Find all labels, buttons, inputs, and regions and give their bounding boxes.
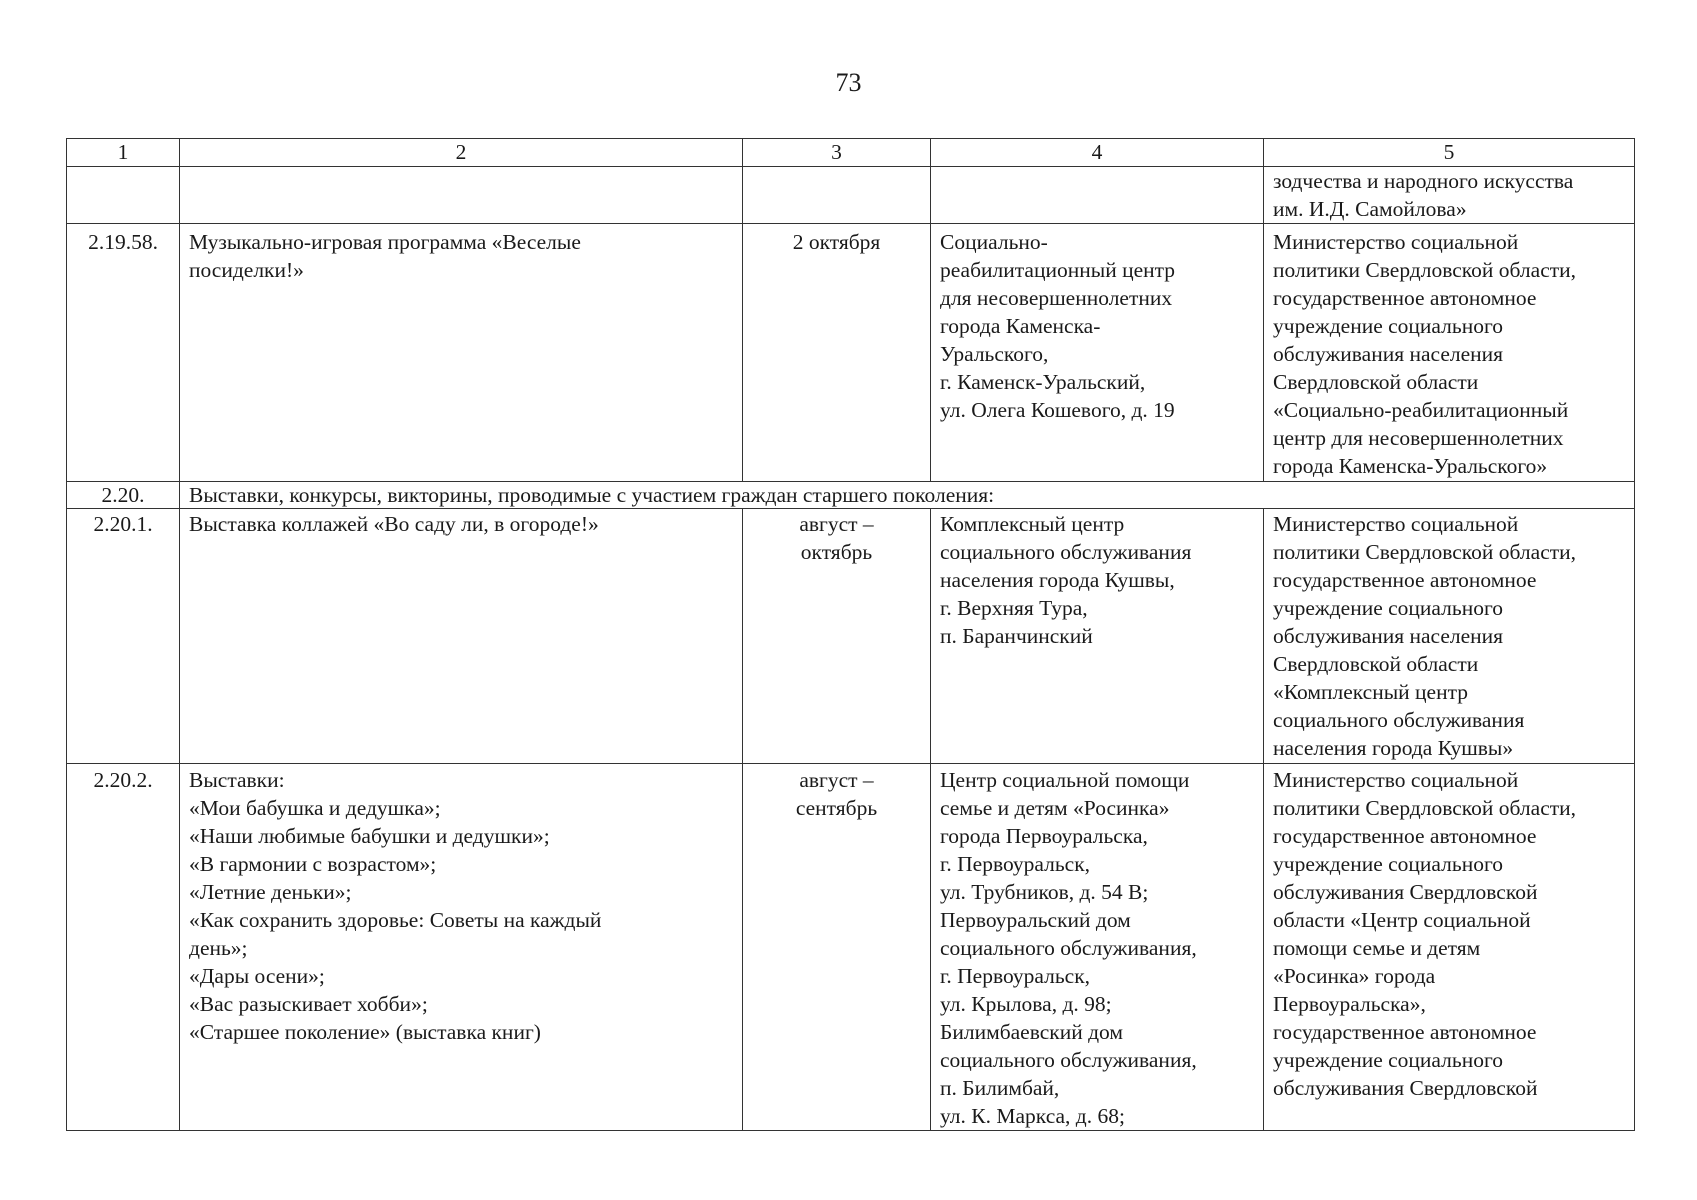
place-line: социального обслуживания — [940, 540, 1192, 564]
org-line: обслуживания Свердловской — [1273, 880, 1538, 904]
date-line: 2 октября — [792, 230, 881, 254]
title-line: Музыкально-игровая программа «Веселые — [189, 230, 581, 254]
org-line: населения города Кушвы» — [1273, 736, 1514, 760]
org-line: социального обслуживания — [1273, 708, 1525, 732]
cell-num — [67, 167, 180, 224]
place-line: населения города Кушвы, — [940, 568, 1175, 592]
place-line: социального обслуживания, — [940, 1048, 1197, 1072]
cell-place — [931, 764, 1264, 1131]
title-line: «Старшее поколение» (выставка книг) — [189, 1020, 541, 1044]
org-line: учреждение социального — [1273, 1048, 1503, 1072]
table-row-continuation — [67, 167, 1635, 224]
org-line: им. И.Д. Самойлова» — [1273, 197, 1467, 221]
place-line: для несовершеннолетних — [940, 286, 1173, 310]
place-line: Первоуральский дом — [940, 908, 1131, 932]
header-col-1: 1 — [67, 139, 180, 167]
section-heading: Выставки, конкурсы, викторины, проводимые с участием граждан старшего поколения: — [180, 482, 1635, 509]
place-line: семье и детям «Росинка» — [940, 796, 1170, 820]
org-line: государственное автономное — [1273, 824, 1537, 848]
cell-date — [743, 224, 931, 482]
place-line: г. Каменск-Уральский, — [940, 370, 1146, 394]
header-row — [67, 139, 1635, 167]
place-line: г. Первоуральск, — [940, 852, 1091, 876]
org-line: политики Свердловской области, — [1273, 796, 1577, 820]
place-line: Уральского, — [940, 342, 1049, 366]
cell-place — [931, 167, 1264, 224]
header-col-4: 4 — [931, 139, 1264, 167]
place-line: ул. Трубников, д. 54 В; — [940, 880, 1149, 904]
cell-title — [180, 764, 743, 1131]
cell-date — [743, 167, 931, 224]
org-line: Министерство социальной — [1273, 512, 1519, 536]
place-line: Комплексный центр — [940, 512, 1125, 536]
org-line: зодчества и народного искусства — [1273, 169, 1574, 193]
org-line: государственное автономное — [1273, 286, 1537, 310]
title-line: Выставки: — [189, 768, 285, 792]
table-row-2-20-1 — [67, 509, 1635, 764]
org-line: учреждение социального — [1273, 314, 1503, 338]
title-line: «В гармонии с возрастом»; — [189, 852, 437, 876]
place-line: г. Первоуральск, — [940, 964, 1091, 988]
cell-title — [180, 509, 743, 764]
cell-title — [180, 167, 743, 224]
header-col-2: 2 — [180, 139, 743, 167]
place-line: реабилитационный центр — [940, 258, 1176, 282]
org-line: области «Центр социальной — [1273, 908, 1531, 932]
table-row-2-20-2 — [67, 764, 1635, 1131]
cell-date — [743, 509, 931, 764]
cell-place — [931, 509, 1264, 764]
place-line: Социально- — [940, 230, 1048, 254]
org-line: государственное автономное — [1273, 568, 1537, 592]
org-line: Министерство социальной — [1273, 768, 1519, 792]
cell-place — [931, 224, 1264, 482]
date-line: август – — [799, 768, 874, 792]
title-line: «Дары осени»; — [189, 964, 325, 988]
cell-num: 2.19.58. — [67, 224, 180, 482]
org-line: помощи семье и детям — [1273, 936, 1481, 960]
org-line: обслуживания населения — [1273, 624, 1504, 648]
place-line: ул. К. Маркса, д. 68; — [940, 1104, 1125, 1128]
cell-org — [1264, 764, 1635, 1131]
place-line: ул. Крылова, д. 98; — [940, 992, 1112, 1016]
cell-num: 2.20.2. — [67, 764, 180, 1131]
events-table — [66, 138, 1635, 1131]
cell-title — [180, 224, 743, 482]
org-line: Первоуральска», — [1273, 992, 1426, 1016]
title-line: «Вас разыскивает хобби»; — [189, 992, 428, 1016]
cell-num: 2.20.1. — [67, 509, 180, 764]
date-line: октябрь — [800, 540, 873, 564]
place-line: Центр социальной помощи — [940, 768, 1190, 792]
page-number: 73 — [835, 68, 862, 97]
org-line: политики Свердловской области, — [1273, 258, 1577, 282]
title-line: Выставка коллажей «Во саду ли, в огороде!» — [189, 512, 599, 536]
org-line: «Росинка» города — [1273, 964, 1436, 988]
table-row-2-19-58 — [67, 224, 1635, 482]
place-line: города Первоуральска, — [940, 824, 1148, 848]
title-line: «Как сохранить здоровье: Советы на каждый — [189, 908, 602, 932]
place-line: ул. Олега Кошевого, д. 19 — [940, 398, 1175, 422]
org-line: обслуживания Свердловской — [1273, 1076, 1538, 1100]
header-col-5: 5 — [1264, 139, 1635, 167]
title-line: посиделки!» — [189, 258, 304, 282]
org-line: политики Свердловской области, — [1273, 540, 1577, 564]
place-line: социального обслуживания, — [940, 936, 1197, 960]
title-line: «Летние деньки»; — [189, 880, 352, 904]
cell-org — [1264, 509, 1635, 764]
table-row-section-2-20 — [67, 482, 1635, 509]
title-line: «Мои бабушка и дедушка»; — [189, 796, 441, 820]
org-line: учреждение социального — [1273, 596, 1503, 620]
place-line: п. Баранчинский — [940, 624, 1093, 648]
cell-num: 2.20. — [67, 482, 180, 509]
date-line: август – — [799, 512, 874, 536]
cell-org — [1264, 224, 1635, 482]
org-line: Свердловской области — [1273, 370, 1479, 394]
place-line: города Каменска- — [940, 314, 1101, 338]
org-line: «Комплексный центр — [1273, 680, 1468, 704]
org-line: учреждение социального — [1273, 852, 1503, 876]
org-line: «Социально-реабилитационный — [1273, 398, 1569, 422]
cell-date — [743, 764, 931, 1131]
org-line: государственное автономное — [1273, 1020, 1537, 1044]
place-line: п. Билимбай, — [940, 1076, 1060, 1100]
date-line: сентябрь — [795, 796, 878, 820]
place-line: г. Верхняя Тура, — [940, 596, 1088, 620]
org-line: центр для несовершеннолетних — [1273, 426, 1564, 450]
cell-org — [1264, 167, 1635, 224]
org-line: Свердловской области — [1273, 652, 1479, 676]
org-line: Министерство социальной — [1273, 230, 1519, 254]
title-line: «Наши любимые бабушки и дедушки»; — [189, 824, 550, 848]
header-col-3: 3 — [743, 139, 931, 167]
org-line: обслуживания населения — [1273, 342, 1504, 366]
org-line: города Каменска-Уральского» — [1273, 454, 1548, 478]
place-line: Билимбаевский дом — [940, 1020, 1124, 1044]
title-line: день»; — [189, 936, 248, 960]
